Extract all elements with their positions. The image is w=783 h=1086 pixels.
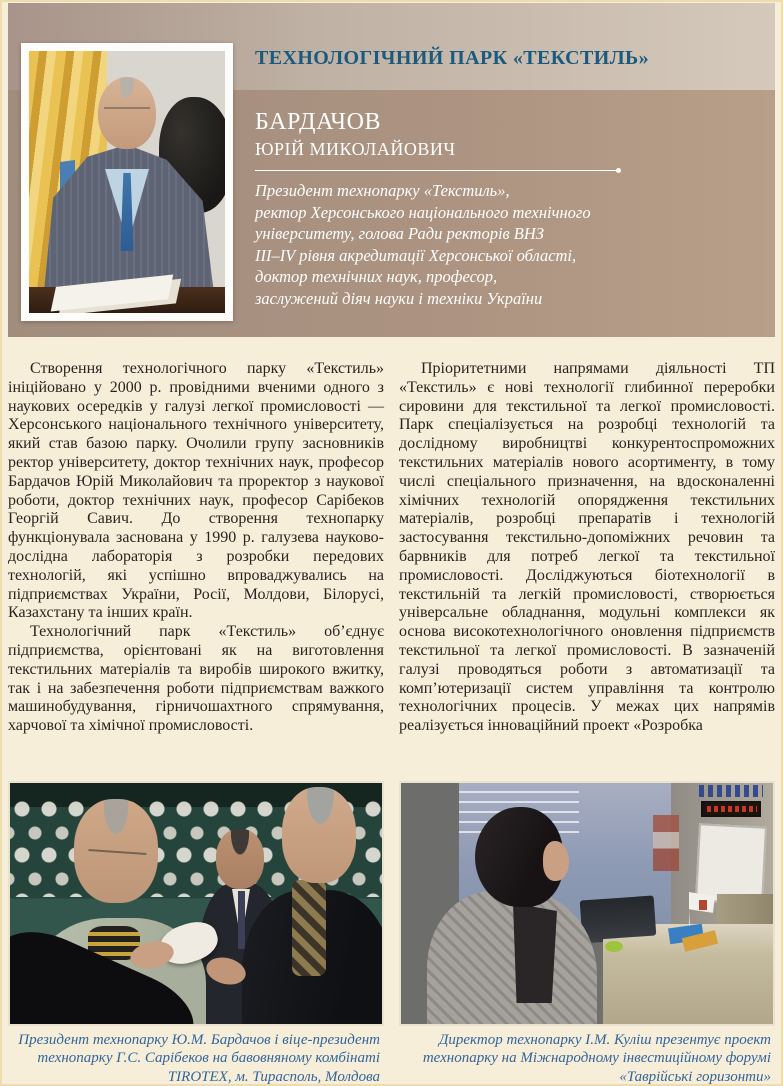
plaid-jacket	[427, 891, 597, 1026]
tie	[238, 891, 245, 949]
page-title: ТЕХНОЛОГІЧНИЙ ПАРК «ТЕКСТИЛЬ»	[255, 47, 650, 69]
presenter-woman	[427, 807, 587, 1026]
wall-poster	[653, 815, 679, 871]
photo-caption-left: Президент технопарку Ю.М. Бардачов і віце-президент технопарку Г.С. Сарібеков на бавовняному комбінаті TIROTEX, м. Тирасполь, Молдова	[18, 1032, 380, 1085]
person-description-line: Президент технопарку «Текстиль»,	[255, 181, 510, 200]
table-flag-emblem	[699, 900, 707, 910]
blue-wall-sign	[699, 785, 763, 797]
person-description-line: III–IV рівня акредитації Херсонської області,	[255, 245, 577, 265]
person-description-line: ректор Херсонського національного технічного	[255, 202, 591, 222]
checkered-scarf	[292, 880, 326, 976]
paragraph: Технологічний парк «Текстиль» об’єднує підприємства, орієнтовані як на виготовлення текстильних матеріалів та виробів широкого вжитку, так і на забезпечення роботи підприємствам важкого машинобудування, гірничошахтного спрямування, харчової та хімічної промисловості.	[8, 623, 384, 735]
person-description-line: доктор технічних наук, професор,	[255, 267, 498, 287]
person-surname: БАРДАЧОВ	[255, 109, 382, 135]
man-with-scarf	[248, 781, 384, 1026]
person-description-line: заслужений діяч науки і техніки України	[255, 288, 543, 308]
photo-caption-right: Директор технопарку І.М. Куліш презентує проект технопарку на Міжнародному інвестиційному форумі «Таврійські горизонти»	[422, 1032, 771, 1085]
dark-top	[513, 903, 557, 1003]
led-display-digits	[707, 806, 757, 812]
face-profile	[543, 841, 569, 881]
text-column-right	[399, 360, 775, 736]
person-head	[282, 787, 356, 883]
factory-visit-photo	[8, 781, 384, 1026]
person-description-line: університету, голова Ради ректорів ВНЗ	[255, 224, 544, 244]
laptop	[580, 895, 657, 940]
green-mouse	[605, 941, 623, 952]
person-given-names: ЮРІЙ МИКОЛАЙОВИЧ	[255, 139, 456, 159]
page-header	[8, 3, 775, 337]
glasses	[104, 107, 150, 119]
presentation-photo	[399, 781, 775, 1026]
paragraph: Створення технологічного парку «Текстиль» ініційовано у 2000 р. провідними вченими одного з наукових осередків у галузі легкої промисловості — Херсонського національного технічного університету, який став базою парку. Очолили групу засновників ректор університету, доктор технічних наук, професор Бардачов Юрій Миколайович та проректор з наукової роботи, доктор технічних наук, професор Сарібеков Георгій Савич. До створення технопарку функціонувала заснована у 1990 р. галузева науково-дослідна лабораторія з розробки передових технологій, які успішно впроваджувались на підприємствах України, Росії, Молдови, Білорусі, Казахстану та інших країн.	[8, 360, 384, 622]
divider-rule	[255, 170, 617, 171]
paragraph: Пріоритетними напрямами діяльності ТП «Текстиль» є нові технології глибинної переробки сировини для текстильної та легкої промисловості. Парк спеціалізується на розробці технологій та дослідному виробництві конкурентоспроможних текстильних матеріалів нового асортименту, в тому числі спеціального призначення, на вдосконаленні хімічних технологій опорядження текстильних матеріалів, розробці препаратів і технологій застосування текстильно-допоміжних речовин та барвників для потреб легкої та текстильної промисловості. Досліджуються біотехнології в текстильній та легкій промисловості, створюється універсальне обладнання, модульні комплекси як основа високотехнологічного оновлення підприємств текстильної та легкої промисловості. В зазначеній галузі проводяться роботи з автоматизації та комп’ютеризації систем управління та контролю технологічних процесів. У межах цих напрямів реалізується інноваційний проект «Розробка	[399, 360, 775, 735]
flipchart	[695, 823, 767, 904]
person-description	[255, 180, 591, 310]
text-column-left	[8, 360, 384, 736]
portrait-photo	[21, 43, 233, 321]
